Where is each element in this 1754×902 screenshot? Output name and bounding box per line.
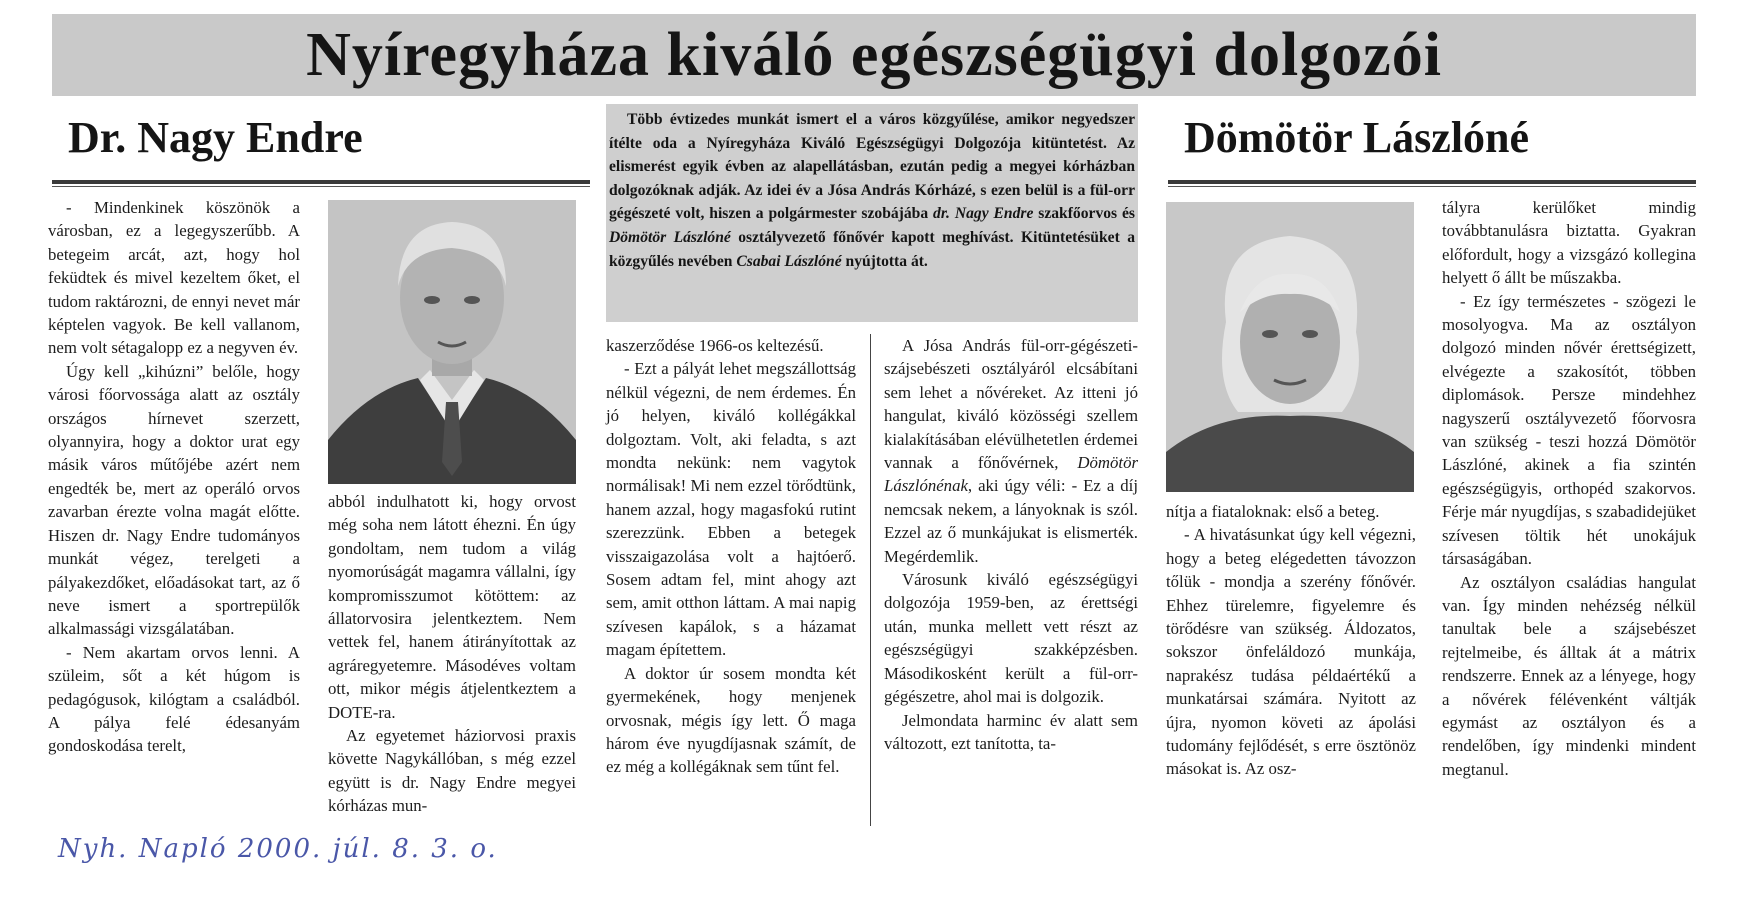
col4-paragraph-1-end: , aki úgy véli: - Ez a díj nemcsak nekem, a lányoknak is szól. Ezzel az ő munkájukat is elismerték. Megérdemlik. — [884, 476, 1138, 566]
intro-name-nagy: dr. Nagy Endre — [933, 205, 1034, 223]
article-column-5 — [1166, 500, 1416, 781]
col6-paragraph-1: tályra kerülőket mindig továbbtanulásra biztatta. Gyakran előfordult, hogy a vizsgázó kollegina helyett ő állt be műszakba. — [1442, 198, 1696, 288]
col3-paragraph-1: kaszerződése 1966-os keltezésű. — [606, 336, 824, 355]
right-person-name: Dömötör Lászlóné — [1184, 113, 1530, 162]
right-header-rule — [1168, 180, 1696, 184]
article-column-3 — [606, 334, 856, 779]
article-column-6 — [1442, 196, 1696, 781]
intro-part2: szakfőorvos és — [1033, 205, 1135, 223]
col2-paragraph-1: abból indulhatott ki, hogy orvost még soha nem látott éhezni. Én úgy gondoltam, nem tudom a világ nyomorúságát magamra vállalni, így kompromisszumot kötöttem: az állatorvosira jelentkeztem. Nem vettek fel, hanem átirányítottak az agráregyetemre. Másodéves voltam ott, mikor mégis átjelentkeztem a DOTE-ra. — [328, 492, 576, 722]
col5-paragraph-2: - A hivatásunkat úgy kell végezni, hogy a beteg elégedetten távozzon tőlük - mondja a szerény főnővér. Ehhez türelemre, figyelemre és törődésre van szükség. Áldozatos, sokszor önfeláldozó munkája, naprakész tudása példaértékű a munkatársai számára. Nyitott az újra, nyomon követi az ápolási tudomány fejlődését, s erre ösztönöz másokat is. Az osz- — [1166, 525, 1416, 779]
col6-paragraph-2: - Ez így természetes - szögezi le mosolyogva. Ma az osztályon dolgozó minden nővér érettségizett, elvégezte a szakosítót, többen diplomások. Persze mindehhez nagyszerű osztályvezető főorvosra van szükség - teszi hozzá Dömötör Lászlóné, akinek a fia szintén egészségügyis, orthopéd szakorvos. Férje már nyugdíjas, s szabadidejüket szívesen töltik hét unokájuk társaságában. — [1442, 291, 1696, 569]
right-header-rule-thin — [1168, 186, 1696, 187]
headline: Nyíregyháza kiváló egészségügyi dolgozói — [306, 20, 1442, 89]
col1-paragraph-3: - Nem akartam orvos lenni. A szüleim, sőt a két húgom is pedagógusok, kilógtam a családból. A pálya felé édesanyám gondoskodása terelt, — [48, 642, 300, 756]
portrait-photo-nagy-endre — [328, 200, 576, 484]
col1-paragraph-1: - Mindenkinek köszönök a városban, ez a legegyszerűbb. A betegeim arcát, azt, hogy hol feküdtek és mivel kezeltem őket, el tudom raktározni, de ennyi nevet már képtelen vagyok. Be kell vallanom, nem volt sétagalopp ez a negyven év. — [48, 198, 300, 358]
intro-text — [609, 108, 1135, 273]
column-divider — [870, 334, 871, 826]
col3-paragraph-2: - Ezt a pályát lehet megszállottság nélkül végezni, de nem érdemes. Én jó helyen, kiváló kollégákkal dolgoztam. Volt, aki feladta, s azt mondta nekünk: nem vagytok normálisak! Mi nem ezzel törődtünk, hanem azzal, hogy magasfokú rutint szerezzünk. Ebben a betegek visszaigazolása volt a hajtóerő. Sosem adtam fel, mint ahogy azt sem, amit otthon láttam. A mai napig szívesen kapálok, s a házamat magam építettem. — [606, 359, 856, 660]
left-header-rule-thin — [52, 186, 590, 187]
intro-part1: Több évtizedes munkát ismert el a város közgyűlése, amikor negyedszer ítélte oda a Nyíregyháza Kiváló Egészségügyi Dolgozója kitüntetést. Az elismerést egyik évben az alapellátásban, ezután pedig a megyei kórházban dolgozóknak adják. Az idei év a Jósa András Kórházé, s ezen belül is a fül-orr gégészeté volt, hiszen a polgármester szobájába — [609, 111, 1135, 223]
col4-paragraph-1 — [884, 334, 1138, 568]
left-header-rule — [52, 180, 590, 184]
col2-paragraph-2: Az egyetemet háziorvosi praxis követte Nagykállóban, s még ezzel együtt is dr. Nagy Endre megyei kórházas mun- — [328, 726, 576, 816]
portrait-photo-domotor-laszlone — [1166, 202, 1414, 492]
intro-name-domotor: Dömötör Lászlóné — [609, 228, 731, 246]
col1-paragraph-2: Úgy kell „kihúzni” belőle, hogy városi főorvossága alatt az osztály országos hírnevet szerzett, olyannyira, hogy a doktor urat egy másik város műtőjébe azért nem engedték be, mert az operáló orvos zavarban érezte volna magát előtte. Hiszen dr. Nagy Endre tudományos munkát végez, terelgeti a pályakezdőket, előadásokat tart, az ő neve ismert a sportrepülők alkalmassági vizsgálatában. — [48, 361, 300, 639]
intro-part3: osztályvezető főnővér kapott meghívást. Kitüntetésüket a közgyűlés nevében — [609, 228, 1135, 270]
col4-paragraph-1-name: Dömötör Lászlónénak — [884, 453, 1138, 496]
col3-paragraph-3: A doktor úr sosem mondta két gyermekének, hogy menjenek orvosnak, mégis így lett. Ő maga három éve nyugdíjasnak számít, de ez még a kollégáknak sem tűnt fel. — [606, 663, 856, 777]
col4-paragraph-2: Városunk kiváló egészségügyi dolgozója 1959-ben, az érettségi után, munka mellett vett részt az egészségügyi szakképzésben. Másodikosként került a fül-orr-gégészetre, ahol mai is dolgozik. — [884, 570, 1138, 707]
portrait-man-icon — [328, 200, 576, 484]
col6-paragraph-3: Az osztályon családias hangulat van. Így minden nehézség nélkül tanultak bele a szájsebészet rejtelmeibe, és álltak át a mátrix rendszerre. Ennek az a lényege, hogy a nővérek félévenként váltják egymást az osztályon és a rendelőben, így mindenki mindent megtanul. — [1442, 572, 1696, 779]
intro-name-csabai: Csabai Lászlóné — [736, 252, 842, 270]
col4-paragraph-3: Jelmondata harminc év alatt sem változott, ezt tanította, ta- — [884, 710, 1138, 753]
col4-paragraph-1-start: A Jósa András fül-orr-gégészeti-szájsebészeti osztályáról elcsábítani sem lehet a nővéreket. Az itteni jó hangulat, kiváló közösségi szellem kialakításában elévülhetetlen érdemei vannak a főnővérnek, — [884, 336, 1138, 473]
left-person-name: Dr. Nagy Endre — [68, 113, 363, 162]
handwritten-source-note: Nyh. Napló 2000. júl. 8. 3. o. — [58, 834, 498, 864]
article-column-1 — [48, 196, 300, 758]
article-column-2 — [328, 490, 576, 818]
col5-paragraph-1: nítja a fiataloknak: első a beteg. — [1166, 502, 1380, 521]
intro-part4: nyújtotta át. — [841, 252, 928, 270]
portrait-woman-icon — [1166, 202, 1414, 492]
article-column-4 — [884, 334, 1138, 755]
